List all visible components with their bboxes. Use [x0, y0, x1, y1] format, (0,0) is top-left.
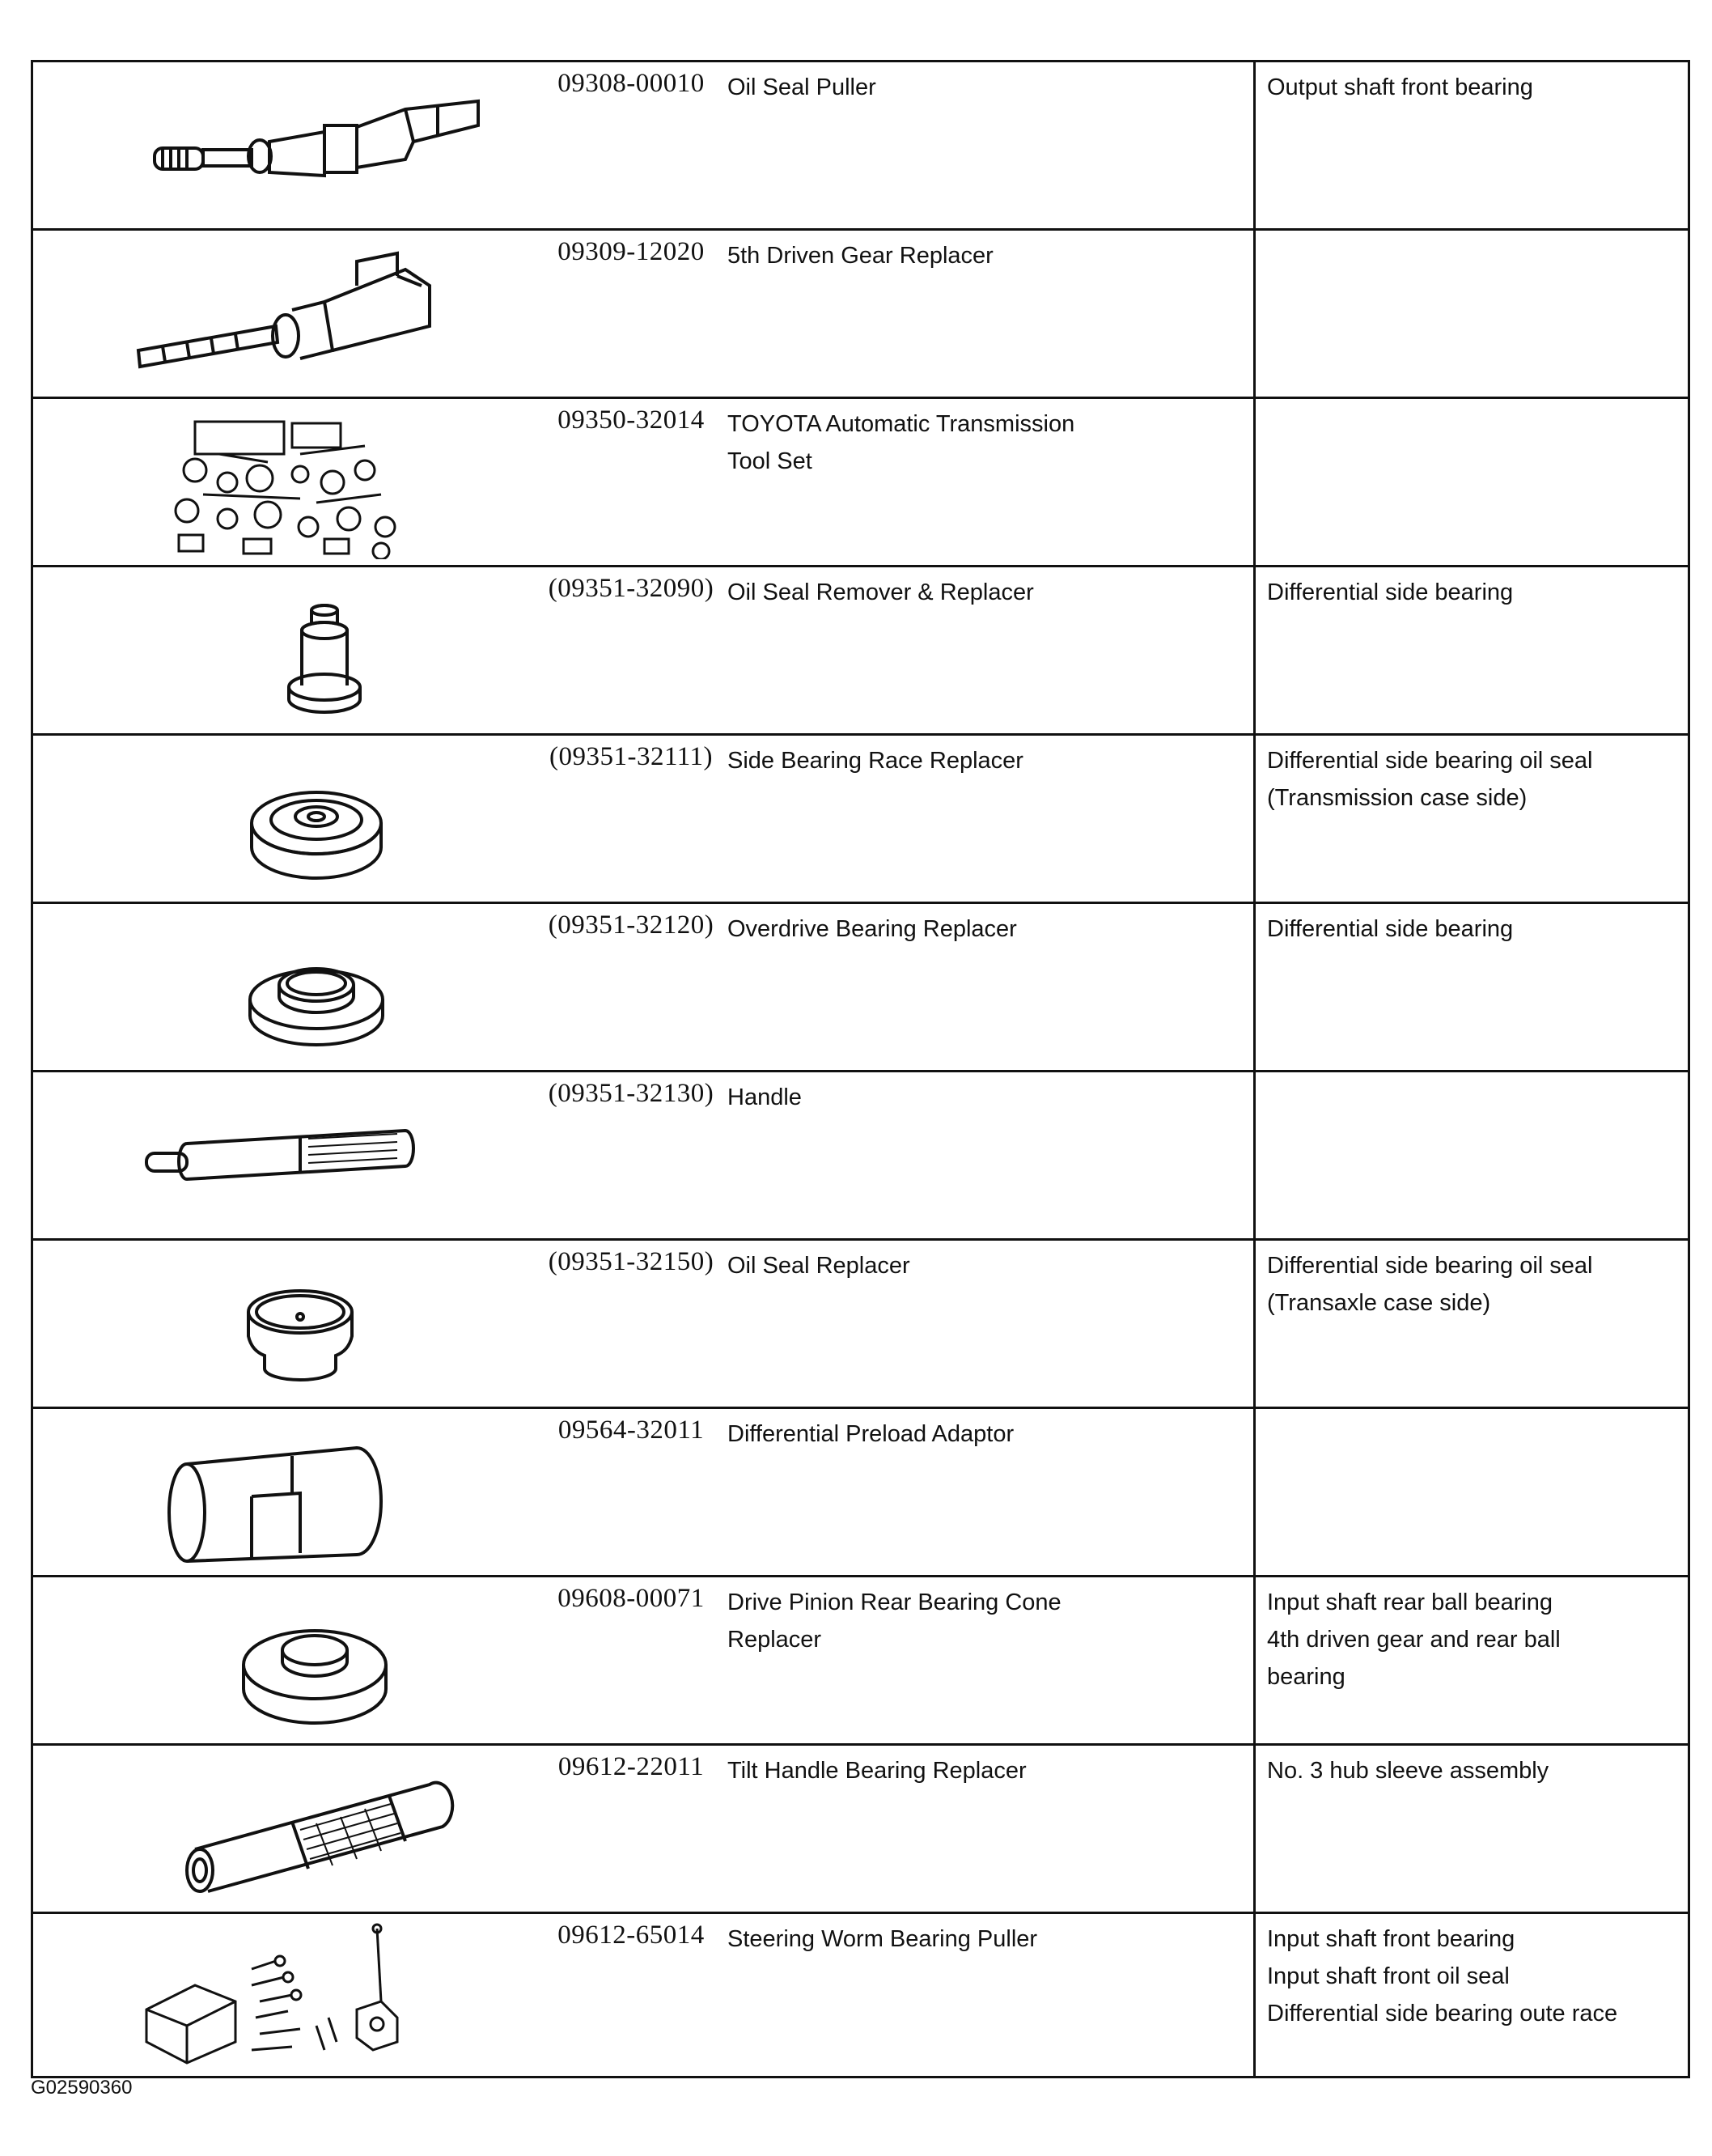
- part-number: (09351-32130): [548, 1079, 714, 1108]
- use-line: Input shaft rear ball bearing: [1267, 1589, 1553, 1615]
- tool-name: [727, 1920, 1180, 1958]
- use-cell: [1255, 1913, 1689, 2077]
- part-number: 09608-00071: [557, 1584, 705, 1613]
- use-cell: [1255, 398, 1689, 567]
- preload-adaptor-icon: [57, 1415, 527, 1569]
- tool-name-line: Tool Set: [727, 448, 812, 474]
- tool-cell: [32, 567, 1255, 735]
- figure-code: G02590360: [31, 2077, 133, 2099]
- tool-name-line: TOYOTA Automatic Transmission: [727, 411, 1075, 437]
- use-cell: [1255, 567, 1689, 735]
- tool-cell: [32, 735, 1255, 903]
- tool-cell: [32, 1913, 1255, 2077]
- table-row: [32, 1745, 1689, 1913]
- tool-cell: [32, 903, 1255, 1072]
- tilt-handle-replacer-icon: [57, 1752, 527, 1906]
- use-cell: [1255, 62, 1689, 230]
- tool-name: [727, 1247, 1180, 1284]
- part-number: 09309-12020: [557, 237, 705, 266]
- use-cell: [1255, 1577, 1689, 1745]
- table-row: [32, 1577, 1689, 1745]
- use-line: (Transaxle case side): [1267, 1290, 1491, 1316]
- table-row: [32, 230, 1689, 398]
- tool-name-line: Tilt Handle Bearing Replacer: [727, 1758, 1027, 1784]
- seal-remover-icon: [57, 574, 527, 728]
- table-row: [32, 1408, 1689, 1577]
- tool-name-line: Replacer: [727, 1627, 822, 1653]
- tool-name: [727, 1079, 1180, 1116]
- tool-name: [727, 1584, 1180, 1658]
- tool-name-line: 5th Driven Gear Replacer: [727, 243, 994, 269]
- special-service-tools-table: [31, 60, 1690, 2078]
- gear-replacer-icon: [57, 237, 527, 391]
- tool-name-line: Oil Seal Replacer: [727, 1253, 910, 1279]
- use-cell: [1255, 230, 1689, 398]
- use-line: Differential side bearing oil seal: [1267, 1253, 1593, 1279]
- race-replacer-icon: [57, 742, 527, 896]
- tool-name-line: Side Bearing Race Replacer: [727, 748, 1023, 774]
- table-row: [32, 567, 1689, 735]
- table-row: [32, 735, 1689, 903]
- tool-name-line: Steering Worm Bearing Puller: [727, 1926, 1038, 1952]
- use-line: Differential side bearing: [1267, 916, 1514, 942]
- part-number: 09350-32014: [557, 405, 705, 435]
- oil-seal-puller-icon: [57, 69, 527, 223]
- tool-name: [727, 405, 1180, 480]
- tool-name-line: Overdrive Bearing Replacer: [727, 916, 1017, 942]
- use-cell: [1255, 1745, 1689, 1913]
- part-number: (09351-32090): [548, 574, 714, 603]
- tool-name: [727, 1752, 1180, 1789]
- tool-name: [727, 574, 1180, 611]
- part-number: (09351-32120): [548, 910, 714, 940]
- table-row: [32, 62, 1689, 230]
- use-line: No. 3 hub sleeve assembly: [1267, 1758, 1549, 1784]
- table-row: [32, 1072, 1689, 1240]
- tool-name-line: Handle: [727, 1084, 802, 1110]
- tool-name-line: Differential Preload Adaptor: [727, 1421, 1015, 1447]
- use-line: (Transmission case side): [1267, 785, 1528, 811]
- use-line: 4th driven gear and rear ball: [1267, 1627, 1561, 1653]
- use-line: Output shaft front bearing: [1267, 74, 1533, 100]
- tool-name: [727, 742, 1180, 779]
- part-number: 09612-22011: [557, 1752, 705, 1781]
- tool-cell: [32, 230, 1255, 398]
- use-cell: [1255, 735, 1689, 903]
- use-cell: [1255, 903, 1689, 1072]
- tool-name-line: Oil Seal Puller: [727, 74, 876, 100]
- tool-name: [727, 1415, 1180, 1453]
- table-row: [32, 903, 1689, 1072]
- tool-cell: [32, 1072, 1255, 1240]
- tool-cell: [32, 1577, 1255, 1745]
- table-row: [32, 1913, 1689, 2077]
- part-number: (09351-32111): [549, 742, 714, 771]
- cone-replacer-icon: [57, 1584, 527, 1738]
- part-number: 09612-65014: [557, 1920, 705, 1950]
- use-cell: [1255, 1240, 1689, 1408]
- part-number: 09564-32011: [557, 1415, 705, 1445]
- bearing-puller-set-icon: [57, 1920, 527, 2074]
- tool-cell: [32, 1745, 1255, 1913]
- tool-cell: [32, 1408, 1255, 1577]
- use-line: Input shaft front bearing: [1267, 1926, 1515, 1952]
- use-line: Differential side bearing oil seal: [1267, 748, 1593, 774]
- handle-icon: [57, 1079, 527, 1233]
- tool-cell: [32, 398, 1255, 567]
- oil-seal-replacer-icon: [57, 1247, 527, 1401]
- use-line: Input shaft front oil seal: [1267, 1963, 1510, 1989]
- use-cell: [1255, 1072, 1689, 1240]
- bearing-replacer-icon: [57, 910, 527, 1064]
- tool-name-line: Drive Pinion Rear Bearing Cone: [727, 1589, 1062, 1615]
- tool-set-icon: [57, 405, 527, 559]
- tool-cell: [32, 1240, 1255, 1408]
- use-line: Differential side bearing oute race: [1267, 2001, 1618, 2027]
- tool-name: [727, 237, 1180, 274]
- tool-name: [727, 910, 1180, 948]
- table-row: [32, 398, 1689, 567]
- use-cell: [1255, 1408, 1689, 1577]
- part-number: 09308-00010: [557, 69, 705, 98]
- tool-name: [727, 69, 1180, 106]
- use-line: bearing: [1267, 1664, 1345, 1690]
- part-number: (09351-32150): [548, 1247, 714, 1276]
- table-row: [32, 1240, 1689, 1408]
- use-line: Differential side bearing: [1267, 579, 1514, 605]
- tool-cell: [32, 62, 1255, 230]
- tool-name-line: Oil Seal Remover & Replacer: [727, 579, 1034, 605]
